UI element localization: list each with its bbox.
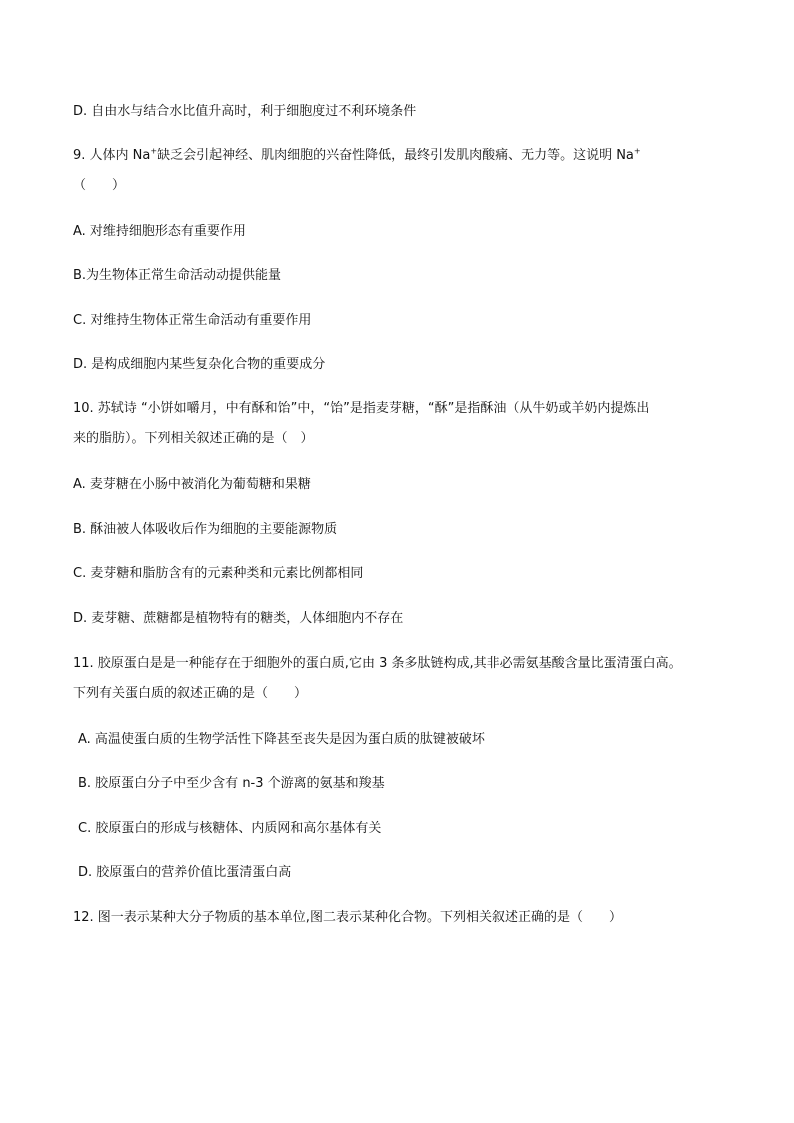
q9-stem-sup-1: + [150, 146, 158, 156]
q10-stem-line2: 来的脂肪）。下列相关叙述正确的是（ ） [73, 431, 314, 446]
q9-stem-text-1: 9. 人体内 Na [73, 148, 151, 163]
q11-option-d: D. 胶原蛋白的营养价值比蛋清蛋白高 [78, 865, 292, 880]
q9-option-d: D. 是构成细胞内某些复杂化合物的重要成分 [73, 357, 326, 372]
q10-option-c: C. 麦芽糖和脂肪含有的元素种类和元素比例都相同 [73, 566, 364, 581]
q9-option-a: A. 对维持细胞形态有重要作用 [73, 224, 246, 239]
q11-option-b: B. 胶原蛋白分子中至少含有 n-3 个游离的氨基和羧基 [78, 776, 385, 791]
q10-option-d: D. 麦芽糖、蔗糖都是植物特有的糖类，人体细胞内不存在 [73, 611, 404, 626]
q10-option-a: A. 麦芽糖在小肠中被消化为葡萄糖和果糖 [73, 477, 311, 492]
q11-stem-line1: 11. 胶原蛋白是是一种能存在于细胞外的蛋白质,它由 3 条多肽链构成,其非必需氨基酸含量比蛋清蛋白高。 [73, 656, 682, 671]
q11-option-c: C. 胶原蛋白的形成与核糖体、内质网和高尔基体有关 [78, 821, 382, 836]
q9-option-c: C. 对维持生物体正常生命活动有重要作用 [73, 313, 312, 328]
q9-stem-sup-2: + [633, 146, 641, 156]
q10-option-b: B. 酥油被人体吸收后作为细胞的主要能源物质 [73, 522, 338, 537]
q11-stem-line2: 下列有关蛋白质的叙述正确的是（ ） [73, 686, 308, 701]
q9-option-b: B.为生物体正常生命活动动提供能量 [73, 268, 282, 283]
q11-option-a: A. 高温使蛋白质的生物学活性下降甚至丧失是因为蛋白质的肽键被破坏 [78, 732, 485, 747]
q12-stem-line1: 12. 图一表示某种大分子物质的基本单位,图二表示某种化合物。下列相关叙述正确的是（ ） [73, 910, 622, 925]
q9-stem-text-2: 缺乏会引起神经、肌肉细胞的兴奋性降低，最终引发肌肉酸痛、无力等。这说明 Na [157, 148, 634, 163]
q9-stem-line1 [73, 148, 641, 164]
q10-stem-line1: 10. 苏轼诗 “小饼如嚼月，中有酥和饴”中，“饴”是指麦芽糖，“酥”是指酥油（从牛奶或羊奶内提炼出 [73, 401, 650, 416]
q9-stem-line2: （ ） [73, 178, 126, 193]
q8-option-d: D. 自由水与结合水比值升高时，利于细胞度过不利环境条件 [73, 104, 417, 119]
